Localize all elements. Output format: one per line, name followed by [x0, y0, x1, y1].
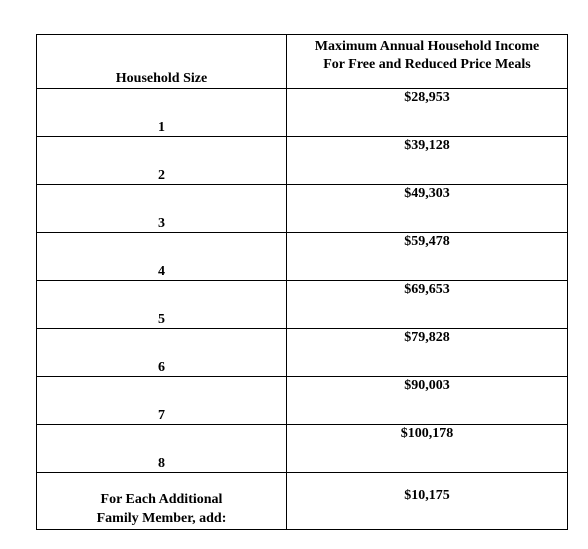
income-cell: $49,303: [287, 185, 568, 233]
household-size-cell: 5: [37, 281, 287, 329]
household-size-cell: 3: [37, 185, 287, 233]
table-row: [37, 281, 568, 329]
max-income-header-line2: For Free and Reduced Price Meals: [323, 57, 531, 72]
income-cell: $90,003: [287, 377, 568, 425]
household-size-cell: 1: [37, 89, 287, 137]
household-size-cell: 2: [37, 137, 287, 185]
household-size-cell: 7: [37, 377, 287, 425]
table-row: [37, 425, 568, 473]
additional-member-row: [37, 473, 568, 530]
income-cell: $28,953: [287, 89, 568, 137]
additional-member-label: [37, 473, 287, 530]
household-size-cell: 4: [37, 233, 287, 281]
income-cell: $39,128: [287, 137, 568, 185]
income-cell: $59,478: [287, 233, 568, 281]
table-row: [37, 377, 568, 425]
max-income-header: [287, 35, 568, 89]
household-size-header: Household Size: [37, 35, 287, 89]
household-size-cell: 6: [37, 329, 287, 377]
additional-member-income: $10,175: [287, 473, 568, 530]
table-row: [37, 137, 568, 185]
table-row: [37, 329, 568, 377]
income-eligibility-table: [36, 34, 568, 530]
additional-member-label-line2: Family Member, add:: [96, 511, 227, 526]
income-cell: $100,178: [287, 425, 568, 473]
table-row: [37, 233, 568, 281]
table-row: [37, 185, 568, 233]
income-cell: $79,828: [287, 329, 568, 377]
table-header-row: [37, 35, 568, 89]
income-cell: $69,653: [287, 281, 568, 329]
household-size-cell: 8: [37, 425, 287, 473]
table-row: [37, 89, 568, 137]
max-income-header-line1: Maximum Annual Household Income: [314, 39, 540, 54]
additional-member-label-line1: For Each Additional: [100, 492, 223, 507]
